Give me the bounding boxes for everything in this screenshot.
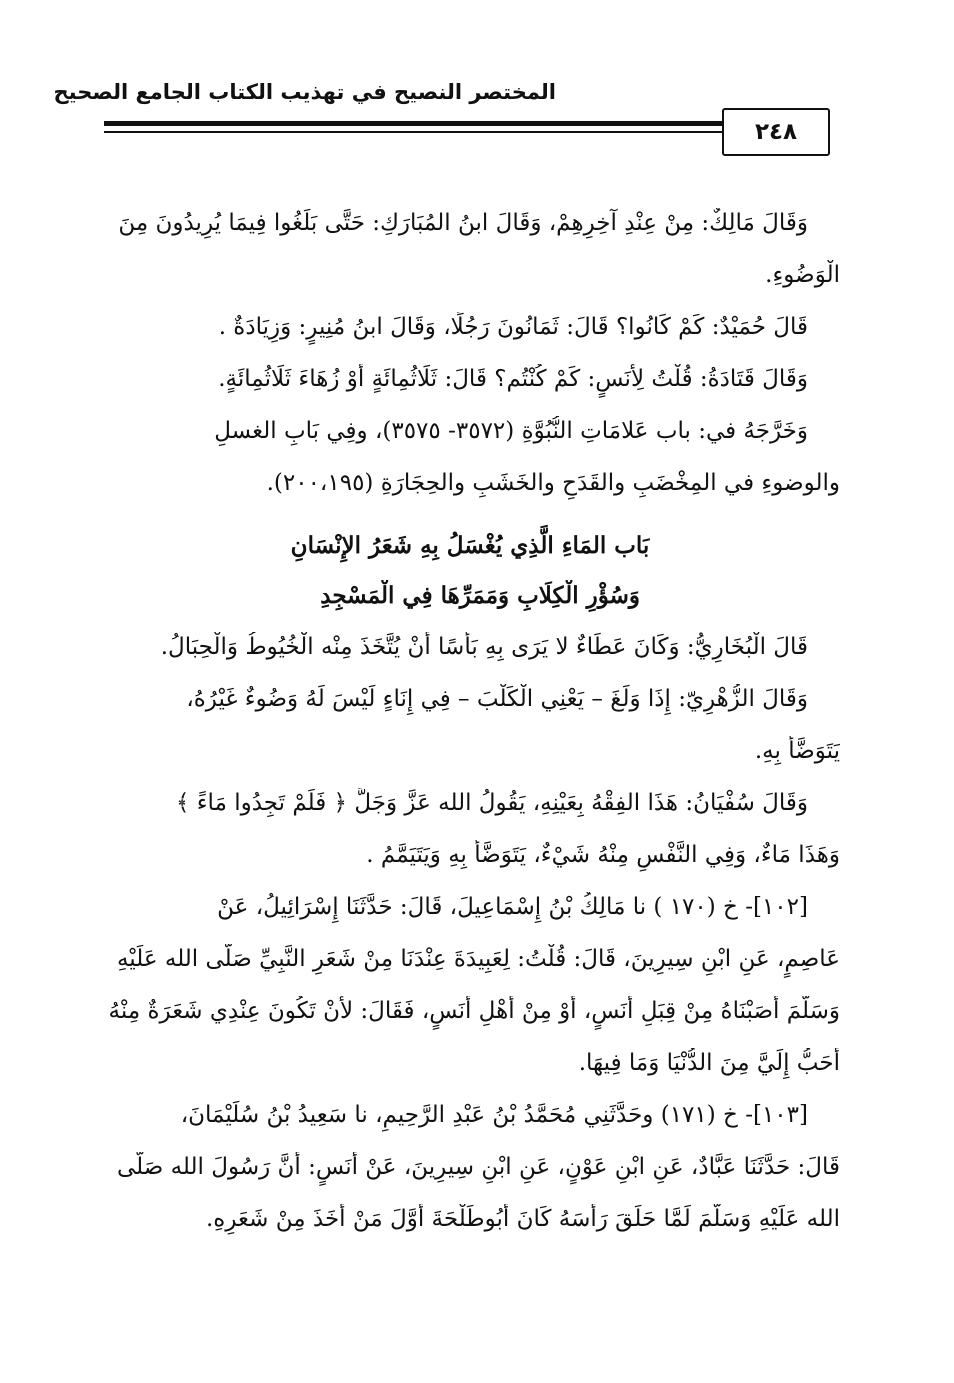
text-line: وَهَذَا مَاءٌ، وَفِي النَّفْسِ مِنْهُ شَيْءٌ، يَتَوَضَّأُ بِهِ وَيَتَيَمَّمُ .	[366, 842, 840, 868]
header-rule-thick	[104, 121, 724, 126]
text-line: قَالَ الْبُخَارِيُّ: وَكَانَ عَطَاءٌ لا يَرَى بِهِ بَأْسًا أَنْ يُتَّخَذَ مِنْه الْخُيُوطُ وَالْحِبَالُ.	[160, 634, 808, 660]
running-header-title: المختصر النصيح في تهذيب الكتاب الجامع الصحيح	[53, 80, 556, 104]
hadith-line: وَسَلَّمَ أَصَبْنَاهُ مِنْ قِبَلِ أَنَسٍ، أَوْ مِنْ أَهْلِ أَنَسٍ، فَقَالَ: لأَنْ تَكُونَ عِنْدِي شَعَرَةٌ مِنْهُ	[108, 998, 840, 1024]
text-line: وَقَالَ سُفْيَانُ: هَذَا الفِقْهُ بِعَيْنِهِ، يَقُولُ الله عَزَّ وَجَلَّ ﴿ فَلَمْ تَجِدُوا مَاءً ﴾	[175, 790, 808, 816]
hadith-line: قَالَ: حَدَّثَنَا عَبَّادٌ، عَنِ ابْنِ عَوْنٍ، عَنِ ابْنِ سِيرِينَ، عَنْ أَنَسٍ: أَنَّ رَسُولَ الله صَلَّى	[116, 1154, 840, 1180]
hadith-line: [١٠٣]- خ (١٧١) وحَدَّثَنِي مُحَمَّدُ بْنُ عَبْدِ الرَّحِيمِ، نا سَعِيدُ بْنُ سُلَيْمَانَ،	[180, 1102, 808, 1128]
text-line: وَقَالَ الزُّهْرِيّ: إِذَا وَلَغَ – يَعْنِي الْكَلْبَ – فِي إِنَاءٍ لَيْسَ لَهُ وَضُوءٌ غَيْرُهُ،	[186, 686, 808, 712]
text-line: وَخَرَّجَهُ في: باب عَلامَاتِ النُّبُوَّةِ (٣٥٧٢- ٣٥٧٥)، وفِي بَابِ الغسلِ	[214, 418, 808, 444]
chapter-subtitle: وَسُؤْرِ الْكِلَابِ وَمَمَرِّهَا فِي الْمَسْجِدِ	[320, 582, 640, 609]
hadith-line: عَاصِمٍ، عَنِ ابْنِ سِيرِينَ، قَالَ: قُلْتُ: لِعَبِيدَةَ عِنْدَنَا مِنْ شَعَرِ النَّبِيِّ صَلَّى الله عَلَيْهِ	[116, 946, 840, 972]
chapter-title: بَاب المَاءِ الَّذِي يُغْسَلُ بِهِ شَعَرُ الإِنْسَانِ	[290, 532, 650, 559]
text-line: الْوَضُوءِ.	[765, 262, 840, 288]
text-line: يَتَوَضَّأُ بِهِ.	[754, 738, 840, 764]
page-number: ٢٤٨	[722, 108, 830, 156]
header-rule-thin	[104, 131, 724, 133]
text-line: والوضوءِ في المِخْضَبِ والقَدَحِ والخَشَبِ والحِجَارَةِ (٢٠٠،١٩٥).	[266, 470, 840, 496]
page-body	[100, 208, 840, 1256]
hadith-line: الله عَلَيْهِ وَسَلَّمَ لَمَّا حَلَقَ رَأْسَهُ كَانَ أَبُوطَلْحَةَ أَوَّلَ مَنْ أَخَذَ مِنْ شَعَرِهِ.	[206, 1206, 840, 1232]
text-line: وَقَالَ قَتَادَةُ: قُلْتُ لِأَنَسٍ: كَمْ كُنْتُم؟ قَالَ: ثَلَاثُمِائَةٍ أَوْ زُهَاءَ ثَلَاثُمِائَةٍ.	[218, 366, 808, 392]
text-line: وَقَالَ مَالِكٌ: مِنْ عِنْدِ آخِرِهِمْ، وَقَالَ ابنُ المُبَارَكِ: حَتَّى بَلَغُوا فِيمَا يُرِيدُونَ مِنَ	[118, 210, 808, 236]
hadith-line: أَحَبُّ إِلَيَّ مِنَ الدُّنْيَا وَمَا فِيهَا.	[578, 1050, 840, 1076]
text-line: قَالَ حُمَيْدٌ: كَمْ كَانُوا؟ قَالَ: ثَمَانُونَ رَجُلًا، وَقَالَ ابنُ مُنِيرٍ: وَزِيَادَةٌ .	[218, 314, 808, 340]
hadith-line: [١٠٢]- خ (١٧٠ ) نا مَالِكُ بْنُ إِسْمَاعِيلَ، قَالَ: حَدَّثَنَا إِسْرَائِيلُ، عَنْ	[217, 894, 808, 920]
